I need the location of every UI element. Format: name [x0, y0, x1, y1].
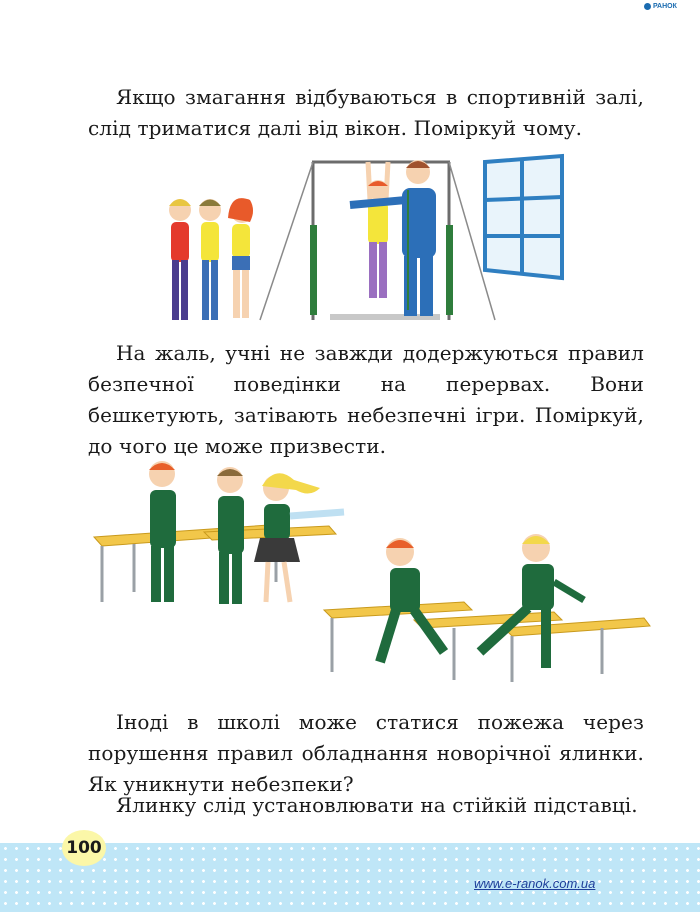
- child-2: [199, 199, 221, 320]
- paragraph-text: Якщо змагання відбуваються в спортивній залі, слід триматися далі від вікон. Поміркуй чому.: [88, 85, 644, 140]
- classroom-illustration: [84, 452, 654, 684]
- logo-mark-icon: [644, 3, 651, 10]
- website-link[interactable]: www.e-ranok.com.ua: [474, 876, 596, 891]
- paragraph-text: Ялинку слід установлювати на стійкій підставці.: [116, 793, 638, 817]
- logo-text: РАНОК: [653, 3, 677, 10]
- window: [485, 156, 562, 278]
- paragraph-breaks-behavior: [88, 338, 644, 462]
- paragraph-text: На жаль, учні не завжди додержуються правил безпечної поведінки на перервах. Вони бешкетують, затівають небезпечні ігри. Поміркуй, до чого це може призвести.: [88, 341, 644, 458]
- paragraph-gym-safety: [88, 82, 644, 144]
- paragraph-fire-risk: [88, 707, 644, 800]
- gym-illustration: [150, 150, 570, 328]
- boy-standing-2: [217, 467, 244, 604]
- boy-standing-1: [149, 461, 176, 602]
- page-number: 100: [62, 830, 106, 866]
- running-boy-1: [380, 538, 444, 662]
- paragraph-tree-stand: [88, 790, 644, 821]
- child-1: [169, 199, 191, 320]
- child-3: [228, 198, 253, 318]
- publisher-logo: [644, 3, 677, 10]
- coach: [350, 160, 436, 316]
- running-boy-2: [480, 534, 584, 668]
- paragraph-text: Іноді в школі може статися пожежа через порушення правил обладнання новорічної ялинки. Як уникнути небезпеки?: [88, 710, 644, 796]
- hanging-child: [368, 162, 388, 298]
- girl-standing: [254, 473, 344, 602]
